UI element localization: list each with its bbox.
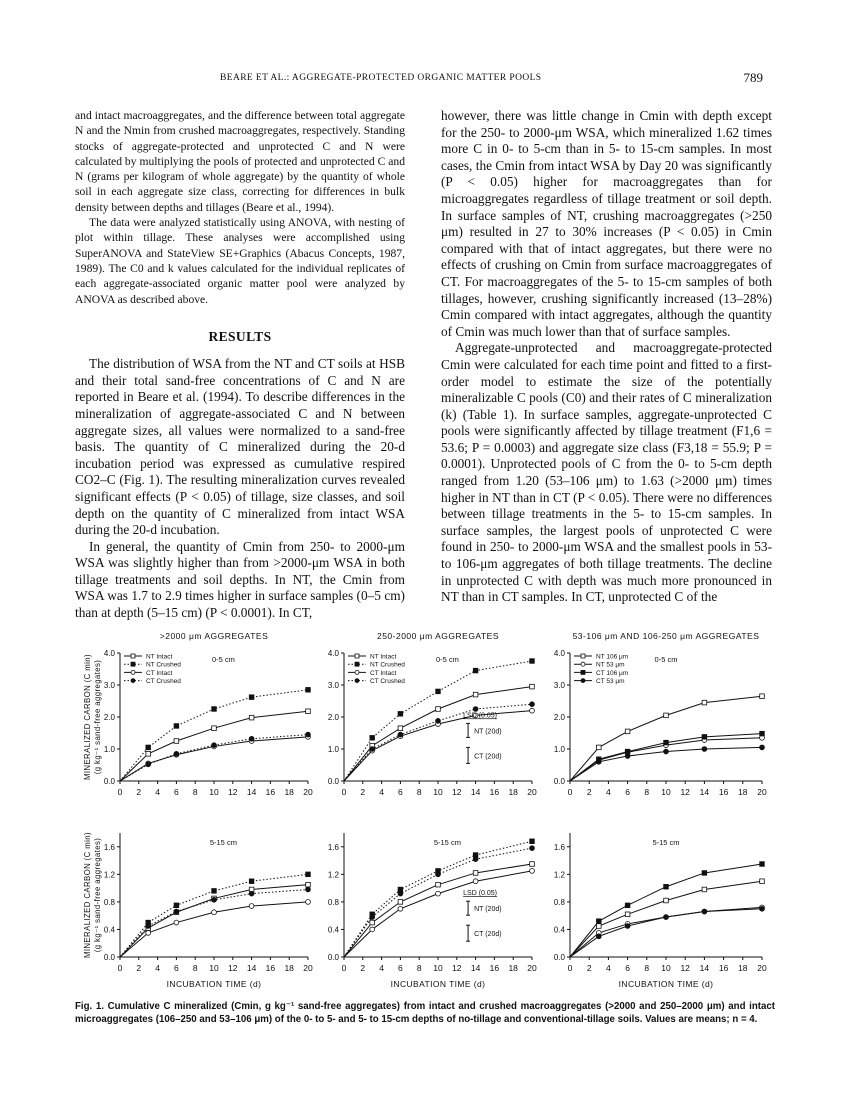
data-point — [760, 906, 765, 911]
data-point — [370, 747, 375, 752]
figure-caption: Fig. 1. Cumulative C mineralized (Cmin, g kg⁻¹ sand-free aggregates) from intact and crushed macroaggregates (>2000 and 250–2000 μm) and intact microaggregates (106–250 and 53–106 μm) of the 0- to 5- and 5- to 15-cm depths of no-tillage and conventional-tillage soils. Values are means; n = 4. — [75, 1001, 775, 1025]
paragraph: and intact macroaggregates, and the difference between total aggregate N and the Nmin from crushed macroaggregates, respectively. Standing stocks of aggregate-protected and unprotected C and N were calculated by multiplying the pools of protected and unprotected C and N (grams per kilogram of whole aggregate) by the quantity of whole soil in each aggregate size class, correcting for differences in bulk density between depths and tillages (Beare et al., 1994). — [75, 109, 405, 214]
legend-entry: CT Intact — [146, 669, 173, 677]
y-tick-label: 1.0 — [553, 745, 565, 754]
series-line — [344, 841, 532, 957]
data-point — [664, 740, 669, 745]
x-tick-label: 12 — [228, 787, 238, 797]
data-point — [473, 879, 478, 884]
data-point — [249, 879, 254, 884]
x-tick-label: 2 — [586, 963, 592, 973]
data-point — [370, 927, 375, 932]
x-tick-label: 4 — [606, 787, 611, 797]
legend-marker — [581, 679, 585, 683]
y-tick-label: 0.0 — [103, 777, 115, 786]
panel-title: 250-2000 μm AGGREGATES — [376, 631, 500, 641]
legend-marker — [131, 654, 135, 658]
y-axis-label: (g kg⁻¹ sand-free aggregates) — [93, 837, 102, 953]
y-axis-label: (g kg⁻¹ sand-free aggregates) — [93, 659, 102, 775]
data-point — [398, 726, 403, 731]
x-tick-label: 8 — [192, 787, 198, 797]
paragraph: however, there was little change in Cmin with depth except for the 250- to 2000-μm WSA, which mineralized 1.62 times more C in 0- to 5-cm than in 5- to 15-cm samples. In most cases, the Cmin from intact WSA by Day 20 was significantly (P < 0.05) higher for macroaggregates than for microaggregates regardless of tillage treatment or soil depth. In surface samples of NT, crushing macroaggregates (>250 μm) resulted in 27 to 30% increases (P < 0.05) in Cmin compared with that of intact aggregates, but there were no effects of crushing on Cmin from surface macroaggregates of CT. For macroaggregates of the 5- to 15-cm samples of both tillages, however, crushing significantly increased (13–28%) Cmin compared with intact aggregates, although the quantity of Cmin was much lower than that of surface samples. — [441, 108, 772, 339]
legend-entry: NT Intact — [146, 653, 173, 661]
left-column — [75, 108, 405, 622]
data-point — [306, 688, 311, 693]
legend-entry: NT Crushed — [146, 661, 181, 669]
legend-marker — [581, 670, 585, 674]
legend-entry: NT Intact — [370, 653, 397, 661]
x-tick-label: 10 — [661, 787, 671, 797]
y-tick-label: 0.4 — [327, 925, 339, 935]
y-axis-label: MINERALIZED CARBON (C min) — [83, 831, 92, 959]
page-number: 789 — [743, 70, 763, 85]
data-point — [174, 751, 179, 756]
x-tick-label: 0 — [117, 787, 123, 797]
lsd-label: LSD (0.05) — [463, 890, 498, 898]
data-point — [760, 879, 765, 884]
data-point — [249, 904, 254, 909]
legend-marker — [355, 679, 359, 683]
x-tick-label: 20 — [527, 787, 537, 797]
data-point — [174, 909, 179, 914]
series-line — [344, 687, 532, 781]
data-point — [596, 934, 601, 939]
legend-marker — [131, 679, 135, 683]
data-point — [398, 732, 403, 737]
x-tick-label: 18 — [508, 787, 518, 797]
data-point — [702, 871, 707, 876]
legend-marker — [355, 670, 359, 674]
depth-label: 0-5 cm — [435, 655, 459, 664]
x-tick-label: 2 — [136, 787, 142, 797]
data-point — [664, 713, 669, 718]
y-tick-label: 3.0 — [553, 681, 565, 690]
data-point — [473, 707, 478, 712]
data-point — [370, 736, 375, 741]
y-tick-label: 3.0 — [327, 681, 339, 690]
legend-marker — [355, 662, 359, 666]
paragraph: Aggregate-unprotected and macroaggregate-protected Cmin were calculated for each time point and fitted to a first-order model to estimate the size of the potentially mineralizable C pools (C0) and their rates of C mineralization (k) (Table 1). In surface samples, aggregate-unprotected C pools were significantly affected by tillage treatment (F1,6 = 53.6; P = 0.0003) and aggregate size class (F3,18 = 55.9; P = 0.0001). Unprotected pools of C from the 0- to 5-cm depth ranged from 1.20 (53–106 μm) to 1.63 (>2000 μm) times higher in NT than in CT (P < 0.05). There were no differences between tillage treatments in the 5- to 15-cm samples. In surface samples, the largest pools of unprotected C were found in 250- to 2000-μm WSA and the smallest pools in 53- to 106-μm aggregates of both tillage treatments. The decline in unprotected C with depth was much more pronounced in NT than in CT samples. In CT, unprotected C of the — [441, 340, 772, 605]
right-column — [441, 108, 772, 606]
x-tick-label: 14 — [470, 787, 481, 797]
x-tick-label: 6 — [398, 963, 403, 973]
x-tick-label: 4 — [155, 963, 160, 973]
x-tick-label: 10 — [209, 787, 219, 797]
data-point — [174, 903, 179, 908]
data-point — [398, 712, 403, 717]
data-point — [664, 749, 669, 754]
data-point — [760, 862, 765, 867]
x-tick-label: 18 — [508, 963, 518, 973]
x-tick-label: 12 — [680, 787, 690, 797]
data-point — [306, 709, 311, 714]
y-tick-label: 2.0 — [327, 713, 339, 722]
data-point — [702, 909, 707, 914]
data-point — [174, 920, 179, 925]
figure-1-charts — [70, 625, 782, 1000]
data-point — [436, 882, 441, 887]
y-tick-label: 4.0 — [327, 649, 339, 658]
x-axis-label: INCUBATION TIME (d) — [618, 979, 714, 989]
x-tick-label: 20 — [757, 963, 767, 973]
legend-entry: NT 53 μm — [596, 661, 625, 669]
x-tick-label: 6 — [625, 963, 630, 973]
x-tick-label: 10 — [661, 963, 671, 973]
legend-marker — [131, 662, 135, 666]
x-tick-label: 4 — [379, 787, 384, 797]
data-point — [436, 689, 441, 694]
x-tick-label: 12 — [452, 787, 462, 797]
data-point — [212, 889, 217, 894]
y-tick-label: 0.8 — [553, 897, 565, 907]
data-point — [398, 891, 403, 896]
y-tick-label: 2.0 — [553, 713, 565, 722]
depth-label: 0-5 cm — [654, 655, 678, 664]
x-tick-label: 0 — [117, 963, 123, 973]
y-tick-label: 0.0 — [553, 777, 565, 786]
data-point — [530, 684, 535, 689]
data-point — [306, 887, 311, 892]
x-tick-label: 0 — [567, 787, 573, 797]
data-point — [249, 715, 254, 720]
data-point — [702, 887, 707, 892]
x-tick-label: 20 — [757, 787, 767, 797]
data-point — [473, 668, 478, 673]
data-point — [473, 692, 478, 697]
x-tick-label: 12 — [680, 963, 690, 973]
x-tick-label: 0 — [567, 963, 573, 973]
data-point — [625, 912, 630, 917]
y-tick-label: 1.2 — [553, 870, 565, 880]
y-tick-label: 1.0 — [327, 745, 339, 754]
series-line — [344, 704, 532, 781]
x-tick-label: 6 — [174, 787, 179, 797]
x-tick-label: 4 — [155, 787, 160, 797]
y-tick-label: 2.0 — [103, 713, 115, 722]
series-line — [344, 848, 532, 957]
legend-marker — [131, 670, 135, 674]
x-tick-label: 18 — [284, 963, 294, 973]
data-point — [146, 745, 151, 750]
data-point — [625, 924, 630, 929]
data-point — [398, 900, 403, 905]
data-point — [625, 729, 630, 734]
data-point — [664, 915, 669, 920]
figure-1 — [70, 625, 782, 1000]
y-tick-label: 0.4 — [553, 925, 565, 935]
x-tick-label: 10 — [209, 963, 219, 973]
depth-label: 5-15 cm — [209, 838, 237, 847]
data-point — [436, 891, 441, 896]
data-point — [306, 872, 311, 877]
x-tick-label: 8 — [644, 787, 650, 797]
data-point — [702, 735, 707, 740]
y-axis-label: MINERALIZED CARBON (C min) — [83, 653, 92, 781]
data-point — [597, 745, 602, 750]
x-tick-label: 6 — [398, 787, 403, 797]
x-tick-label: 14 — [699, 963, 710, 973]
x-axis-label: INCUBATION TIME (d) — [166, 979, 262, 989]
series-line — [344, 864, 532, 957]
x-tick-label: 6 — [625, 787, 630, 797]
data-point — [760, 731, 765, 736]
data-point — [436, 707, 441, 712]
y-tick-label: 0.8 — [103, 897, 115, 907]
page-header — [0, 70, 847, 90]
x-tick-label: 2 — [360, 787, 366, 797]
x-axis-label: INCUBATION TIME (d) — [390, 979, 486, 989]
data-point — [146, 752, 151, 757]
lsd-label: LSD (0.05) — [463, 712, 498, 720]
data-point — [306, 882, 311, 887]
y-tick-label: 0.0 — [327, 777, 339, 786]
x-tick-label: 16 — [489, 787, 500, 797]
y-tick-label: 1.6 — [103, 842, 115, 852]
legend-marker — [581, 654, 585, 658]
paragraph: The distribution of WSA from the NT and CT soils at HSB and their total sand-free concentrations of C and N are reported in Beare et al. (1994). To describe differences in the mineralization of aggregate-associated C and N between aggregate sizes, all values were normalized to a sand-free basis. The quantity of C mineralized during the 20-d incubation period was expressed as cumulative respired CO2–C (Fig. 1). The resulting mineralization curves revealed significant effects (P < 0.05) of tillage, size classes, and soil depth on the quantity of C mineralized from intact WSA during the 20-d incubation. — [75, 356, 405, 538]
y-tick-label: 0.0 — [103, 953, 115, 962]
data-point — [760, 694, 765, 699]
data-point — [625, 754, 630, 759]
x-tick-label: 8 — [416, 963, 422, 973]
depth-label: 0-5 cm — [211, 655, 235, 664]
legend-entry: CT Intact — [370, 669, 397, 677]
legend-entry: CT Crushed — [146, 678, 181, 686]
data-point — [370, 920, 375, 925]
x-tick-label: 6 — [174, 963, 179, 973]
lsd-nt-label: NT (20d) — [474, 728, 502, 736]
x-tick-label: 10 — [433, 963, 443, 973]
data-point — [702, 700, 707, 705]
lsd-nt-label: NT (20d) — [474, 906, 502, 914]
series-line — [120, 735, 308, 781]
data-point — [530, 846, 535, 851]
x-tick-label: 18 — [738, 963, 748, 973]
series-line — [120, 690, 308, 781]
data-point — [249, 891, 254, 896]
data-point — [249, 695, 254, 700]
data-point — [398, 906, 403, 911]
data-point — [212, 910, 217, 915]
data-point — [370, 915, 375, 920]
x-tick-label: 0 — [341, 963, 347, 973]
y-tick-label: 1.2 — [327, 870, 339, 880]
data-point — [212, 707, 217, 712]
x-tick-label: 14 — [246, 963, 257, 973]
paragraph: The data were analyzed statistically using ANOVA, with nesting of plot within tillage. These analyses were accomplished using SuperANOVA and StateView SE+Graphics (Abacus Concepts, 1987, 1989). The C0 and k values calculated for the individual replicates of each aggregate-associated organic matter pool were analyzed by ANOVA as described above. — [75, 216, 405, 306]
data-point — [436, 718, 441, 723]
data-point — [473, 871, 478, 876]
lsd-ct-label: CT (20d) — [474, 753, 502, 761]
data-point — [760, 745, 765, 750]
x-tick-label: 4 — [606, 963, 611, 973]
depth-label: 5-15 cm — [433, 838, 461, 847]
legend-entry: NT 106 μm — [596, 653, 629, 661]
y-tick-label: 4.0 — [553, 649, 565, 658]
data-point — [212, 726, 217, 731]
x-tick-label: 12 — [452, 963, 462, 973]
data-point — [625, 749, 630, 754]
data-point — [146, 924, 151, 929]
data-point — [473, 857, 478, 862]
data-point — [436, 872, 441, 877]
x-tick-label: 18 — [738, 787, 748, 797]
data-point — [174, 739, 179, 744]
data-point — [530, 868, 535, 873]
x-tick-label: 2 — [586, 787, 592, 797]
x-tick-label: 2 — [136, 963, 142, 973]
panel-title: >2000 μm AGGREGATES — [159, 631, 269, 641]
x-tick-label: 2 — [360, 963, 366, 973]
data-point — [664, 884, 669, 889]
y-tick-label: 1.0 — [103, 745, 115, 754]
y-tick-label: 1.6 — [553, 842, 565, 852]
legend-entry: CT 53 μm — [596, 678, 625, 686]
paragraph: In general, the quantity of Cmin from 250- to 2000-μm WSA was slightly higher than from >2000-μm WSA in both tillage treatments and soil depths. In NT, the Cmin from WSA was 1.7 to 2.9 times higher in surface samples (0–5 cm) than at depth (5–15 cm) (P < 0.0001). In CT, — [75, 538, 405, 621]
panel-title: 53-106 μm AND 106-250 μm AGGREGATES — [572, 631, 760, 641]
y-tick-label: 1.2 — [103, 870, 115, 880]
data-point — [530, 702, 535, 707]
x-tick-label: 14 — [699, 787, 710, 797]
x-tick-label: 8 — [416, 787, 422, 797]
data-point — [597, 919, 602, 924]
x-tick-label: 4 — [379, 963, 384, 973]
data-point — [530, 839, 535, 844]
data-point — [530, 708, 535, 713]
y-tick-label: 3.0 — [103, 681, 115, 690]
x-tick-label: 16 — [265, 787, 276, 797]
data-point — [596, 759, 601, 764]
x-tick-label: 20 — [303, 963, 313, 973]
x-tick-label: 10 — [433, 787, 443, 797]
data-point — [249, 736, 254, 741]
data-point — [212, 743, 217, 748]
data-point — [530, 862, 535, 867]
data-point — [146, 762, 151, 767]
depth-label: 5-15 cm — [652, 838, 680, 847]
running-head: BEARE ET AL.: AGGREGATE-PROTECTED ORGANIC MATTER POOLS — [220, 73, 542, 83]
x-tick-label: 16 — [718, 963, 729, 973]
data-point — [306, 732, 311, 737]
legend-entry: CT Crushed — [370, 678, 405, 686]
x-tick-label: 14 — [246, 787, 257, 797]
y-tick-label: 0.0 — [327, 953, 339, 962]
lsd-ct-label: CT (20d) — [474, 931, 502, 939]
x-tick-label: 20 — [527, 963, 537, 973]
data-point — [530, 659, 535, 664]
data-point — [702, 747, 707, 752]
x-tick-label: 20 — [303, 787, 313, 797]
section-heading: RESULTS — [208, 328, 272, 344]
x-tick-label: 14 — [470, 963, 481, 973]
y-tick-label: 4.0 — [103, 649, 115, 658]
data-point — [174, 724, 179, 729]
x-tick-label: 16 — [265, 963, 276, 973]
x-tick-label: 0 — [341, 787, 347, 797]
x-tick-label: 18 — [284, 787, 294, 797]
data-point — [597, 924, 602, 929]
y-tick-label: 0.0 — [553, 953, 565, 962]
data-point — [625, 903, 630, 908]
data-point — [212, 897, 217, 902]
x-tick-label: 16 — [718, 787, 729, 797]
legend-entry: CT 106 μm — [596, 669, 629, 677]
x-tick-label: 12 — [228, 963, 238, 973]
data-point — [664, 898, 669, 903]
y-tick-label: 0.4 — [103, 925, 115, 935]
legend-entry: NT Crushed — [370, 661, 405, 669]
y-tick-label: 1.6 — [327, 842, 339, 852]
data-point — [306, 899, 311, 904]
data-point — [146, 930, 151, 935]
x-tick-label: 16 — [489, 963, 500, 973]
x-tick-label: 8 — [192, 963, 198, 973]
legend-marker — [581, 662, 585, 666]
legend-marker — [355, 654, 359, 658]
x-tick-label: 8 — [644, 963, 650, 973]
y-tick-label: 0.8 — [327, 897, 339, 907]
